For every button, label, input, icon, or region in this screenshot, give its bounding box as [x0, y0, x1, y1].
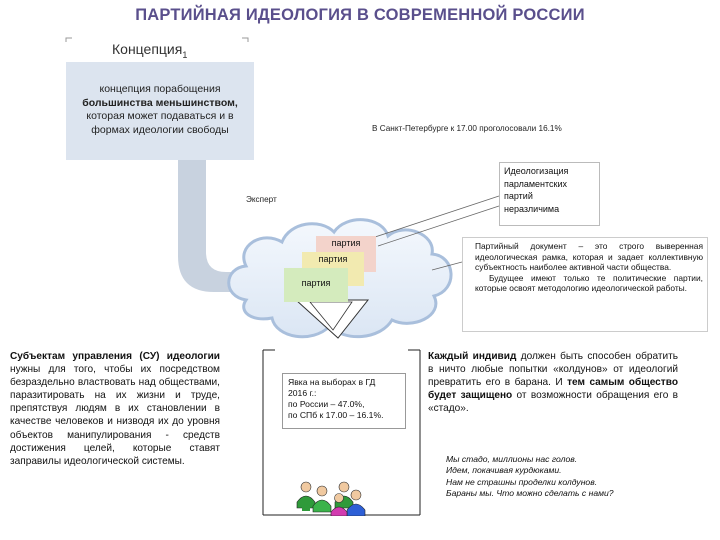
subjects-bold: Субъектам управления (СУ) идеологии: [10, 351, 220, 362]
poem: [446, 454, 686, 500]
frame-corner-left: [66, 38, 72, 42]
party-label-3: партия: [301, 278, 331, 288]
ideologization-box: [499, 162, 600, 226]
vote-note: В Санкт-Петербурге к 17.00 проголосовали 16.1%: [372, 124, 562, 133]
page-title: ПАРТИЙНАЯ ИДЕОЛОГИЯ В СОВРЕМЕННОЙ РОССИИ: [135, 6, 585, 24]
individ-bold-1: Каждый индивид: [428, 351, 517, 362]
people-group-icon: [292, 478, 372, 516]
party-label-2: партия: [318, 254, 348, 264]
individ-part-3: от возможности обращения его в «стадо».: [428, 390, 678, 415]
ideol-line-3: партий: [504, 191, 533, 201]
concept-line-4: формах идеологии свободы: [91, 123, 229, 136]
election-box: [282, 373, 406, 429]
party-label-1: партия: [331, 238, 361, 248]
elect-line-3: по России – 47.0%,: [288, 399, 365, 409]
individ-bold-2: тем самым общество будет защищено: [428, 377, 678, 402]
doc-paragraph-1: Партийный документ – это строго выверенная идеологическая рамка, которая и задает коллективную субъектность наиболее активной части общества.: [475, 241, 703, 273]
party-card-3: [284, 268, 348, 302]
poem-line-2: Идем, покачивая курдюками.: [446, 465, 562, 476]
individual-text: [428, 350, 678, 415]
ideol-connector-1: [372, 196, 499, 238]
expert-label: Эксперт: [246, 195, 277, 204]
doc-paragraph-2: Будущее имеют только те политические партии, которые освоят методологию идеологической работы.: [475, 272, 703, 294]
concept-heading-text: Концепция: [112, 41, 183, 57]
elect-line-4: по СПб к 17.00 – 16.1%.: [288, 410, 384, 420]
ideol-line-2: парламентских: [504, 178, 567, 189]
concept-line-2: большинства меньшинством,: [82, 96, 238, 109]
elect-line-1: Явка на выборах в ГД: [288, 377, 376, 387]
poem-line-4: Бараны мы. Что можно сделать с нами?: [446, 488, 614, 499]
subjects-text: [10, 350, 220, 468]
ideol-line-1: Идеологизация: [504, 166, 569, 176]
elect-line-2: 2016 г.:: [288, 388, 317, 398]
poem-line-3: Нам не страшны проделки колдунов.: [446, 476, 598, 487]
frame-corner-right: [242, 38, 248, 42]
concept-line-3: которая может подаваться и в: [86, 110, 234, 122]
concept-heading-footnote: 1: [182, 49, 188, 60]
concept-text: [66, 83, 254, 137]
ideol-line-4: неразличима: [504, 203, 560, 214]
subjects-rest: нужны для того, чтобы их посредством безраздельно властвовать над обществами, паразитировать на их жизни и труде, препятствуя людям в их становлении в качестве человеков и низводя их до уровня объектов манипулирования - средств достижения целей, которые ставят заправилы идеологической системы.: [10, 364, 220, 467]
poem-line-1: Мы стадо, миллионы нас голов.: [446, 454, 578, 464]
party-document-box: [462, 237, 708, 332]
concept-line-1: концепция порабощения: [99, 83, 221, 95]
individ-part-2: должен быть способен обратить в ничто любые попытки «колдунов» от идеологий превратить его в барана. И: [428, 351, 679, 389]
